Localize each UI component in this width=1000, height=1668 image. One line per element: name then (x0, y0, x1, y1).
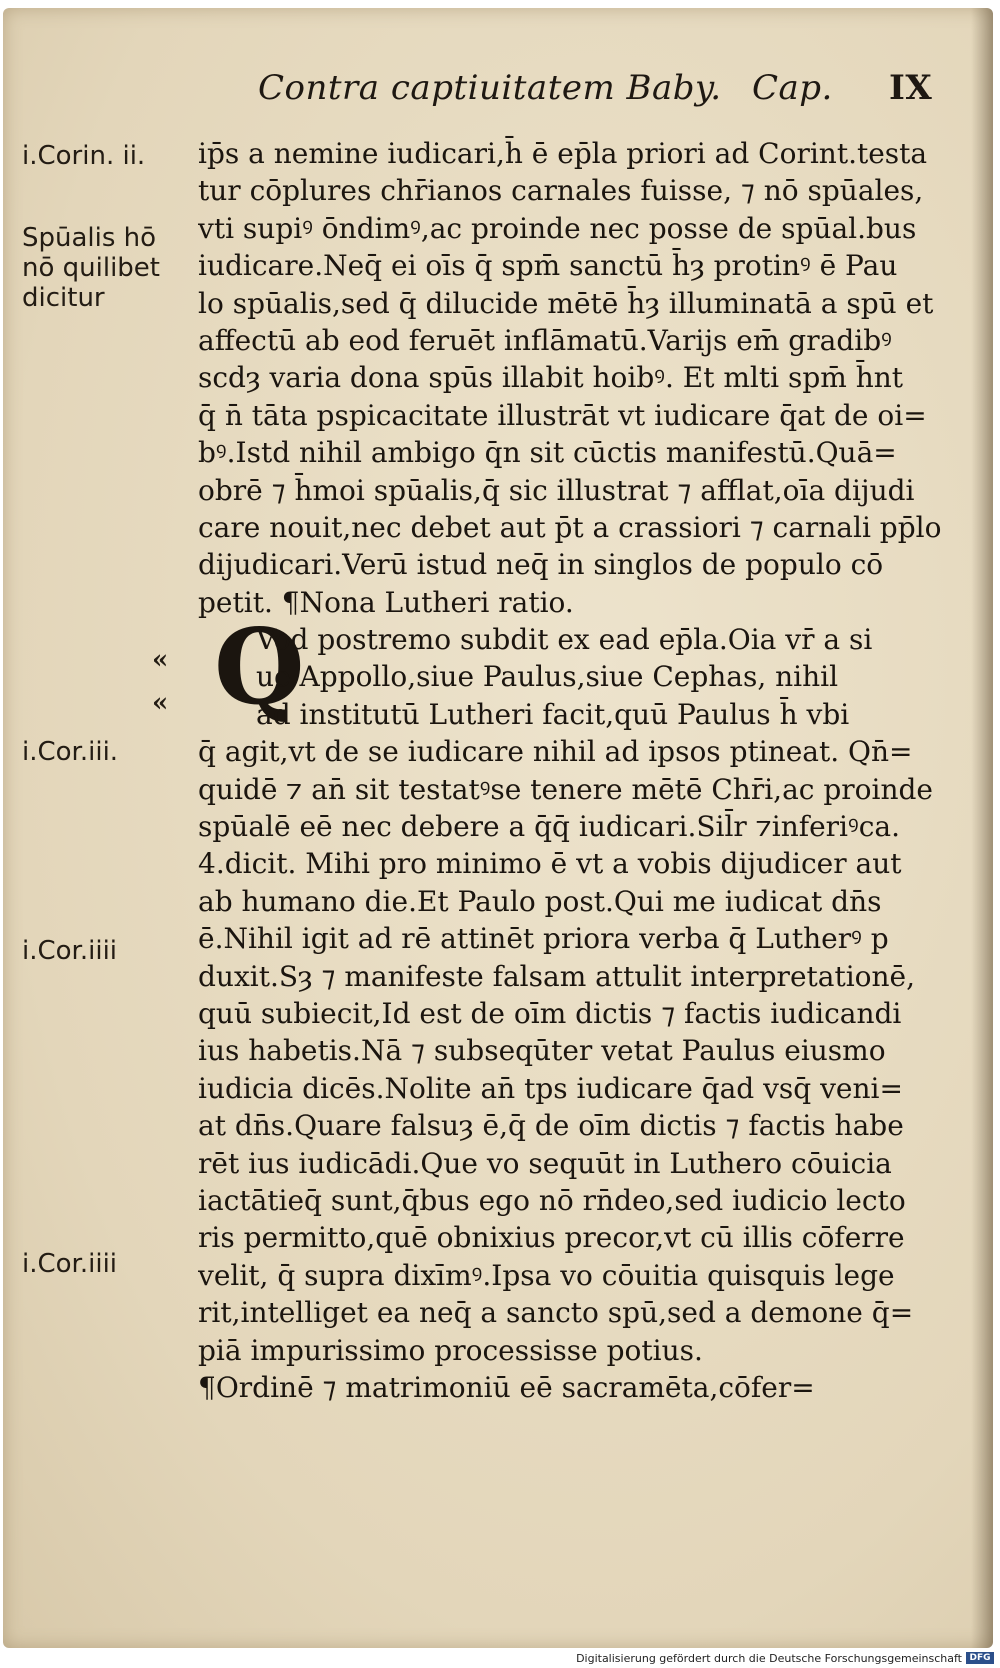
text-line: scdȝ varia dona spūs illabit hoibꝰ. Et mlti spm̄ h̄nt (198, 361, 904, 395)
text-line: velit, q̄ supra dixīmꝰ.Ipsa vo cōuitia quisquis lege (198, 1258, 895, 1292)
section-heading-line: petit. ¶Nona Lutheri ratio. (198, 585, 574, 619)
margin-note: i.Cor.iii. (22, 737, 119, 767)
text-line: ris permitto,quē obnixius precor,vt cū illis cōferre (198, 1221, 905, 1255)
text-line: iactātieq̄ sunt,q̄bus ego nō rn̄deo,sed iudicio lecto (198, 1183, 906, 1217)
text-line: ip̄s a nemine iudicari,h̄ ē ep̄la priori ad Corint.testa (198, 137, 928, 170)
drop-cap-initial: Q (214, 605, 305, 728)
text-line: rit,intelliget ea neq̄ a sancto spū,sed a demone q̄= (198, 1296, 914, 1330)
text-block (198, 135, 958, 1406)
margin-note: i.Corin. ii. (22, 141, 146, 171)
text-line: ē.Nihil igit ad rē attinēt priora verba q̄ Lutherꝰ p (198, 922, 889, 956)
text-line: dijudicari.Verū istud neq̄ in singlos de populo cō (198, 548, 884, 582)
text-line: lo spūalis,sed q̄ dilucide mētē h̄ȝ illuminatā a spū et (198, 286, 934, 320)
margin-note: dicitur (22, 283, 105, 313)
text-line: q̄ agit,vt de se iudicare nihil ad ipsos ptineat. Qn̄= (198, 735, 913, 769)
text-line: tur cōplures chr̄ianos carnales fuisse, ⁊ nō spūales, (198, 174, 924, 208)
quotation-mark: « (152, 688, 169, 718)
text-line: affectū ab eod feruēt inflāmatū.Varijs em̄ gradibꝰ (198, 323, 892, 357)
text-line: quidē ⁊ an̄ sit testatꝰse tenere mētē Chr̄i,ac proinde (198, 772, 933, 806)
running-head-title: Contra captiuitatem Baby. (258, 68, 722, 108)
margin-note: i.Cor.iiii (22, 1249, 118, 1279)
text-line: vti supiꝰ ōndimꝰ,ac proinde nec posse de spūal.bus (198, 211, 917, 245)
text-line: ad institutū Lutheri facit,quū Paulus h̄ vbi (256, 697, 850, 731)
text-line: iudicare.Neq̄ ei oīs q̄ spm̄ sanctū h̄ȝ protinꝰ ē Pau (198, 249, 898, 283)
quotation-mark: « (152, 645, 169, 675)
text-line: ab humano die.Et Paulo post.Qui me iudicat dn̄s (198, 884, 882, 918)
text-line: at dn̄s.Quare falsuȝ ē,q̄ de oīm dictis ⁊ factis habe (198, 1109, 904, 1143)
funding-credit: Digitalisierung gefördert durch die Deutsche Forschungsgemeinschaft (576, 1652, 962, 1665)
page-edge-shadow (971, 8, 993, 1648)
running-head-cap: Cap. (752, 68, 833, 108)
text-line: Vod postremo subdit ex ead ep̄la.Oia vr̄ a si (256, 623, 873, 657)
margin-note: nō quilibet (22, 253, 160, 283)
text-line: care nouit,nec debet aut p̄t a crassiori ⁊ carnali pp̄lo (198, 510, 942, 544)
text-line: bꝰ.Istd nihil ambigo q̄n sit cūctis manifestū.Quā= (198, 436, 897, 470)
text-line: q̄ n̄ tāta pspicacitate illustrāt vt iudicare q̄at de oi= (198, 398, 927, 432)
text-line: obrē ⁊ h̄moi spūalis,q̄ sic illustrat ⁊ afflat,oīa dijudi (198, 473, 915, 507)
dfg-logo-icon: DFG (966, 1652, 994, 1664)
catchword-line: ¶Ordinē ⁊ matrimoniū eē sacramēta,cōfer= (198, 1370, 815, 1404)
text-line: rēt ius iudicādi.Que vo sequūt in Luthero cōuicia (198, 1146, 892, 1180)
text-line: 4.dicit. Mihi pro minimo ē vt a vobis dijudicer aut (198, 847, 902, 881)
text-line: piā impurissimo processisse potius. (198, 1333, 703, 1367)
margin-note: i.Cor.iiii (22, 936, 118, 966)
margin-note: Spūalis hō (22, 223, 157, 253)
text-line: ius habetis.Nā ⁊ subseqūter vetat Paulus eiusmo (198, 1034, 886, 1068)
text-line: duxit.Sȝ ⁊ manifeste falsam attulit interpretationē, (198, 959, 916, 993)
text-line: iudicia dicēs.Nolite an̄ tps iudicare q̄ad vsq̄ veni= (198, 1071, 903, 1105)
text-line: spūalē eē nec debere a q̄q̄ iudicari.Sil̄r ⁊inferiꝰca. (198, 810, 900, 844)
folio-number: IX (889, 68, 933, 108)
text-line: ue Appollo,siue Paulus,siue Cephas, nihil (256, 660, 839, 694)
text-line: quū subiecit,Id est de oīm dictis ⁊ factis iudicandi (198, 996, 902, 1030)
